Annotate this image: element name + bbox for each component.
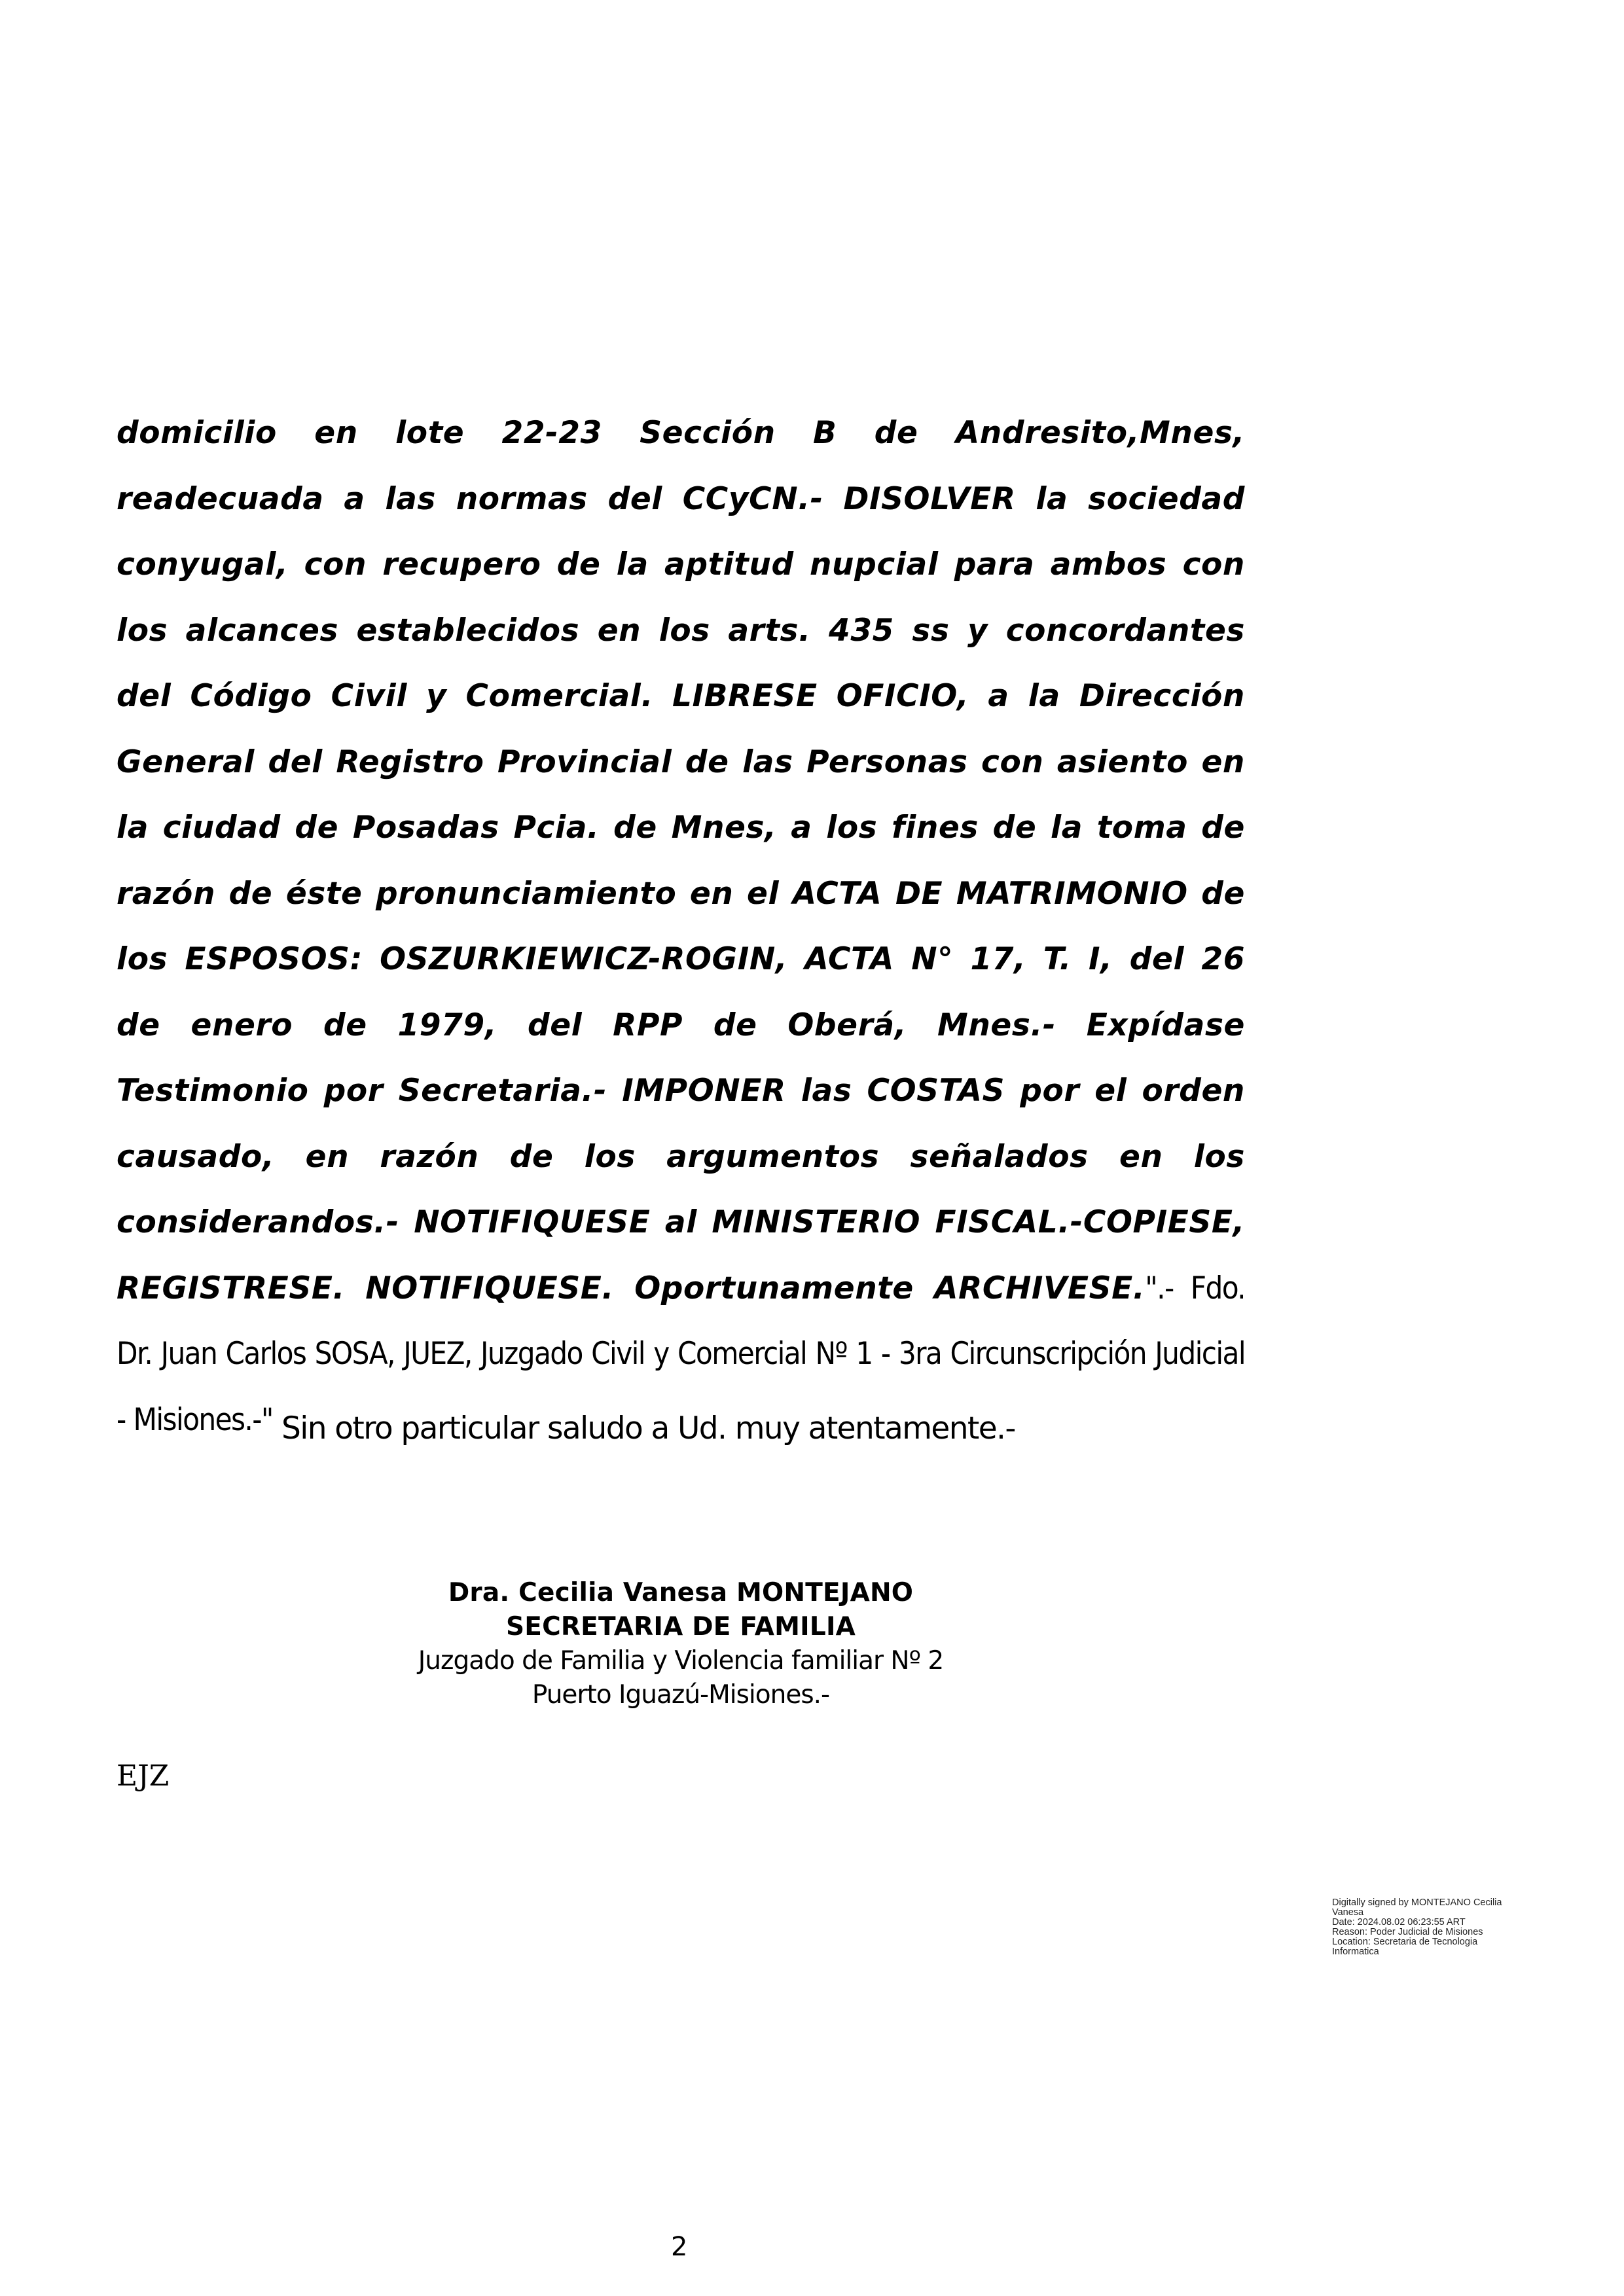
resolution-operative-part: domicilio en lote 22-23 Sección B de Andresito,Mnes, readecuada a las normas del CCyCN.- DISOLVER la sociedad conyugal, con recupero de la aptitud nupcial para ambos con los alcances establecidos en los arts. 435 ss y concordantes del Código Civil y Comercial. LIBRESE OFICIO, a la Dirección General del Registro Provincial de las Personas con asiento en la ciudad de Posadas Pcia. de Mnes, a los fines de la toma de razón de éste pronunciamiento en el ACTA DE MATRIMONIO de los ESPOSOS: OSZURKIEWICZ-ROGIN, ACTA N° 17, T. I, del 26 de enero de 1979, del RPP de Oberá, Mnes.- Expídase Testimonio por Secretaria.- IMPONER las COSTAS por el orden causado, en razón de los argumentos señalados en los considerandos.- NOTIFIQUESE al MINISTERIO FISCAL.-COPIESE, REGISTRESE. NOTIFIQUESE. Oportunamente ARCHIVESE.	[117, 415, 1245, 1306]
digital-signature-line: Vanesa	[1332, 1907, 1364, 1918]
digital-signature-stamp	[1332, 1898, 1548, 1957]
resolution-signature-reference: ".- Fdo. Dr. Juan Carlos SOSA, JUEZ, Juzgado Civil y Comercial Nº 1 - 3ra Circunscripción Judicial - Misiones.-"	[117, 1270, 1246, 1438]
typist-initials: EJZ	[117, 1759, 170, 1793]
page-number: 2	[671, 2232, 688, 2262]
digital-signature-reason: Reason: Poder Judicial de Misiones	[1332, 1927, 1483, 1937]
digital-signature-line: Digitally signed by MONTEJANO Cecilia	[1332, 1897, 1502, 1908]
digital-signature-location: Location: Secretaria de Tecnologia	[1332, 1937, 1478, 1947]
signatory-title: SECRETARIA DE FAMILIA	[505, 1612, 856, 1641]
digital-signature-line: Informatica	[1332, 1946, 1379, 1957]
signatory-name: Dra. Cecilia Vanesa MONTEJANO	[448, 1578, 914, 1607]
resolution-text	[117, 401, 1245, 1453]
closing-salutation: Sin otro particular saludo a Ud. muy atentamente.-	[281, 1410, 1015, 1446]
signature-block	[340, 1576, 1021, 1712]
signatory-court: Juzgado de Familia y Violencia familiar Nº 2	[418, 1646, 944, 1676]
digital-signature-date: Date: 2024.08.02 06:23:55 ART	[1332, 1917, 1466, 1928]
signatory-place: Puerto Iguazú-Misiones.-	[532, 1680, 830, 1710]
